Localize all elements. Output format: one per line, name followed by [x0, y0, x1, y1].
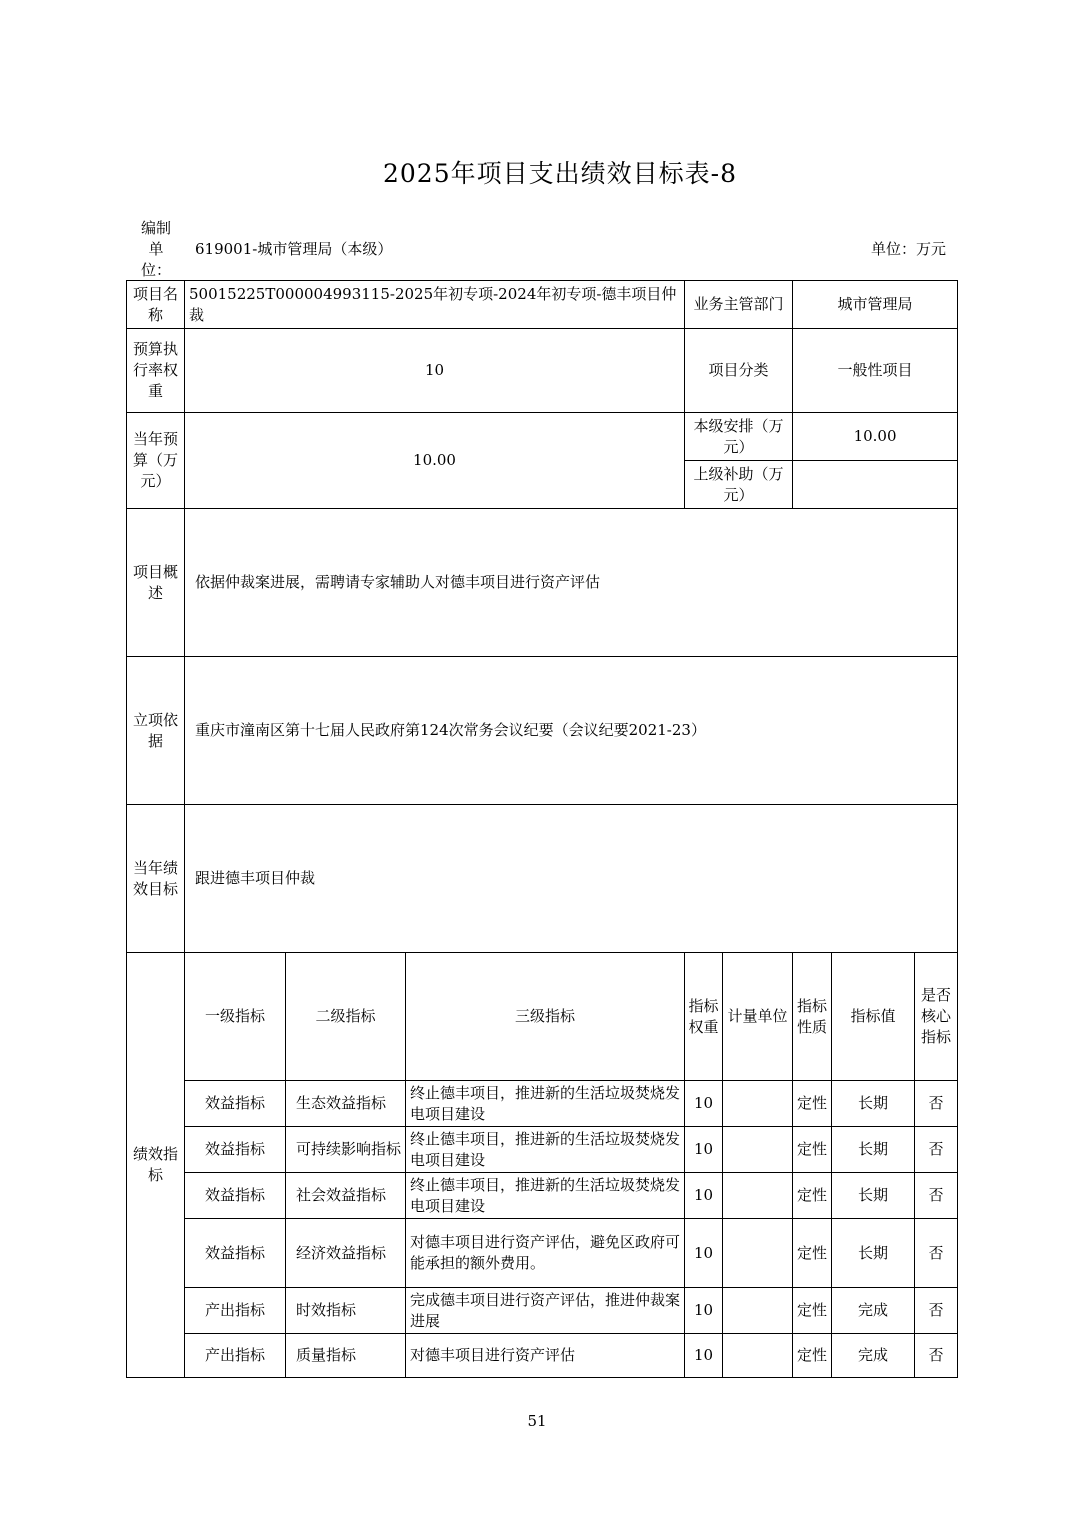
row-value: 完成 [832, 1334, 915, 1378]
row-weight: 10 [685, 1334, 723, 1378]
row-level2: 经济效益指标 [286, 1219, 406, 1288]
row-level1: 效益指标 [185, 1173, 286, 1219]
row-level3: 终止德丰项目，推进新的生活垃圾焚烧发电项目建设 [406, 1081, 685, 1127]
performance-table [126, 280, 958, 1378]
row-level1: 效益指标 [185, 1081, 286, 1127]
row-level3: 对德丰项目进行资产评估 [406, 1334, 685, 1378]
row-unit [723, 1173, 793, 1219]
row-value: 长期 [832, 1081, 915, 1127]
header-core: 是否核心指标 [915, 953, 958, 1081]
table-row [127, 1334, 958, 1378]
header-nature: 指标性质 [793, 953, 832, 1081]
row-weight: 10 [685, 1288, 723, 1334]
budget-label: 当年预算（万元） [127, 413, 185, 509]
row-value: 完成 [832, 1288, 915, 1334]
row-level1: 效益指标 [185, 1127, 286, 1173]
header-weight: 指标权重 [685, 953, 723, 1081]
upper-value [793, 461, 958, 509]
dept-label: 业务主管部门 [685, 281, 793, 329]
table-row [127, 1127, 958, 1173]
header-value: 指标值 [832, 953, 915, 1081]
row-nature: 定性 [793, 1127, 832, 1173]
indicators-label: 绩效指标 [127, 953, 185, 1378]
row-level1: 产出指标 [185, 1334, 286, 1378]
row-value: 长期 [832, 1219, 915, 1288]
row-level2: 可持续影响指标 [286, 1127, 406, 1173]
row-weight: 10 [685, 1081, 723, 1127]
row-nature: 定性 [793, 1219, 832, 1288]
local-label: 本级安排（万元） [685, 413, 793, 461]
page-number: 51 [527, 1412, 547, 1430]
budget-value: 10.00 [185, 413, 685, 509]
row-level3: 完成德丰项目进行资产评估，推进仲裁案进展 [406, 1288, 685, 1334]
row-core: 否 [915, 1288, 958, 1334]
row-core: 否 [915, 1081, 958, 1127]
basis-value: 重庆市潼南区第十七届人民政府第124次常务会议纪要（会议纪要2021-23） [185, 657, 958, 805]
row-level2: 质量指标 [286, 1334, 406, 1378]
row-level3: 终止德丰项目，推进新的生活垃圾焚烧发电项目建设 [406, 1127, 685, 1173]
row-level1: 效益指标 [185, 1219, 286, 1288]
dept-value: 城市管理局 [793, 281, 958, 329]
row-level2: 时效指标 [286, 1288, 406, 1334]
header-level3: 三级指标 [406, 953, 685, 1081]
row-weight: 10 [685, 1127, 723, 1173]
basis-label: 立项依据 [127, 657, 185, 805]
upper-label: 上级补助（万元） [685, 461, 793, 509]
row-nature: 定性 [793, 1334, 832, 1378]
local-value: 10.00 [793, 413, 958, 461]
goal-value: 跟进德丰项目仲裁 [185, 805, 958, 953]
header-unit: 计量单位 [723, 953, 793, 1081]
rate-value: 10 [185, 329, 685, 413]
row-core: 否 [915, 1334, 958, 1378]
row-weight: 10 [685, 1219, 723, 1288]
row-unit [723, 1219, 793, 1288]
row-core: 否 [915, 1219, 958, 1288]
row-nature: 定性 [793, 1081, 832, 1127]
row-unit [723, 1081, 793, 1127]
project-name-value: 50015225T000004993115-2025年初专项-2024年初专项-德丰项目仲裁 [185, 281, 685, 329]
project-name-label: 项目名称 [127, 281, 185, 329]
unit-label: 单位：万元 [870, 240, 946, 258]
header-level2: 二级指标 [286, 953, 406, 1081]
table-row [127, 1288, 958, 1334]
goal-label: 当年绩效目标 [127, 805, 185, 953]
row-value: 长期 [832, 1173, 915, 1219]
row-core: 否 [915, 1127, 958, 1173]
row-level1: 产出指标 [185, 1288, 286, 1334]
row-unit [723, 1288, 793, 1334]
header-level1: 一级指标 [185, 953, 286, 1081]
page-title: 2025年项目支出绩效目标表-8 [383, 159, 737, 188]
org-name: 619001-城市管理局（本级） [195, 240, 393, 258]
table-row [127, 1173, 958, 1219]
summary-value: 依据仲裁案进展，需聘请专家辅助人对德丰项目进行资产评估 [185, 509, 958, 657]
category-label: 项目分类 [685, 329, 793, 413]
row-value: 长期 [832, 1127, 915, 1173]
row-unit [723, 1127, 793, 1173]
row-unit [723, 1334, 793, 1378]
row-nature: 定性 [793, 1288, 832, 1334]
org-label: 编制单位： [140, 219, 171, 279]
table-row [127, 1081, 958, 1127]
rate-label: 预算执行率权重 [127, 329, 185, 413]
row-level3: 终止德丰项目，推进新的生活垃圾焚烧发电项目建设 [406, 1173, 685, 1219]
row-weight: 10 [685, 1173, 723, 1219]
category-value: 一般性项目 [793, 329, 958, 413]
row-level3: 对德丰项目进行资产评估，避免区政府可能承担的额外费用。 [406, 1219, 685, 1288]
table-row [127, 1219, 958, 1288]
summary-label: 项目概述 [127, 509, 185, 657]
row-core: 否 [915, 1173, 958, 1219]
row-level2: 社会效益指标 [286, 1173, 406, 1219]
row-level2: 生态效益指标 [286, 1081, 406, 1127]
row-nature: 定性 [793, 1173, 832, 1219]
